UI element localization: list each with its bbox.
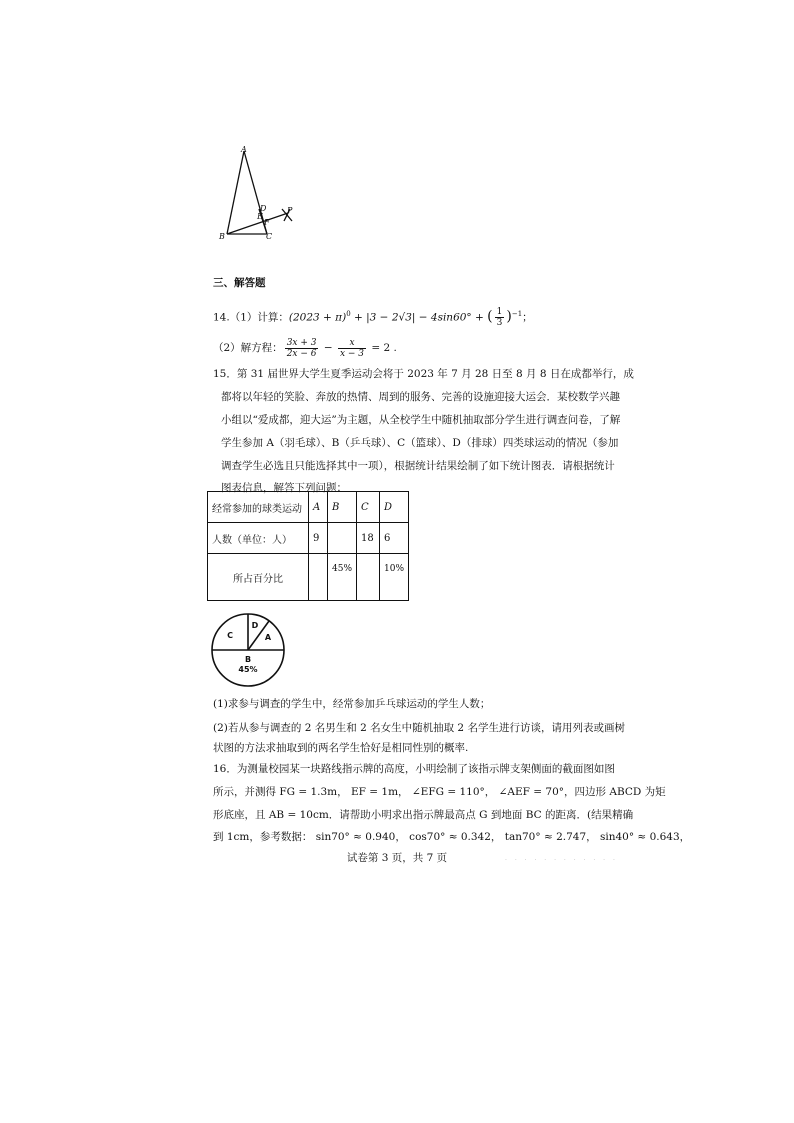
q14-frac-den: 3 [496,318,503,328]
table-header-cell: B [328,492,357,523]
table-header-cell: D [380,492,409,523]
label-c: C [266,232,273,241]
q16-line-2: 所示，并测得 FG = 1.3m， EF = 1m， ∠EFG = 110°， ∠AEF = 70°，四边形 ABCD 为矩 [213,786,666,798]
table-row [208,554,409,601]
q15-line-2: 都将以年轻的笑脸、奔放的热情、周到的服务、完善的设施迎接大运会．某校数学兴趣 [221,391,620,403]
pie-label-d: D [251,621,259,630]
q15-line-3: 小组以“爱成都，迎大运”为主题，从全校学生中随机抽取部分学生进行调查问卷，了解 [221,414,621,426]
q15-line-6: 图表信息，解答下列问题： [221,482,347,494]
segment-ab [227,151,244,234]
q14-eq-minus: − [320,342,336,354]
pie-label-c: C [227,631,233,640]
table-row [208,523,409,554]
section-title: 三、解答题 [213,277,266,289]
q14-part1-prefix: 14.（1）计算： [213,311,289,324]
q15-line-1: 15．第 31 届世界大学生夏季运动会将于 2023 年 7 月 28 日至 8 月 8 日在成都举行，成 [213,368,634,380]
q14-eq-f1-num: 3x + 3 [286,337,317,348]
q14-fraction [495,307,505,328]
table-cell: 45% [328,554,357,601]
pie-label-b: B [244,655,252,664]
table-cell: 6 [380,523,409,554]
table-cell [357,554,380,601]
q14-part2-prefix: （2）解方程： [213,342,283,354]
q15-sub1: (1)求参与调查的学生中，经常参加乒乓球运动的学生人数； [213,698,491,710]
q16-line-1: 16．为测量校园某一块路线指示牌的高度，小明绘制了该指示牌支架侧面的截面图如图 [213,763,615,775]
table-cell [309,554,328,601]
label-p: P [287,206,293,215]
q14-eq-f2-num: x [338,338,366,349]
label-f: F [264,218,270,227]
q14-eq-frac2 [338,338,366,359]
stats-table [207,491,409,601]
q14-frac-num: 1 [496,307,503,317]
q15-line-5: 调查学生必选且只能选择其中一项），根据统计结果绘制了如下统计图表．请根据统计 [221,460,615,472]
q15-line-4: 学生参加 A（羽毛球）、B（乒乓球）、C（篮球）、D（排球）四类球运动的情况（参加 [221,437,619,449]
table-header-cell: 经常参加的球类运动 [208,492,309,523]
q14-expr-b: + |3 − 2√3| − 4sin60° + [350,311,488,324]
label-a: A [241,145,247,154]
q14-eq-f2-den: x − 3 [339,348,365,359]
triangle-figure [210,145,305,245]
table-cell: 人数（单位：人） [208,523,309,554]
q15-sub2-line1: (2)若从参与调查的 2 名男生和 2 名女生中随机抽取 2 名学生进行访谈，请用列表或画树 [213,722,625,734]
q14-exp-neg: −1 [511,310,523,318]
table-cell: 10% [380,554,409,601]
table-cell: 9 [309,523,328,554]
q14-eq-frac1 [285,338,319,359]
table-cell: 18 [357,523,380,554]
q14-part1-end: ； [522,311,533,324]
page-footer: 试卷第 3 页，共 7 页 [346,852,448,864]
q15-sub2-line2: 状图的方法求抽取到的两名学生恰好是相同性别的概率. [213,742,469,754]
q16-line-3: 形底座，且 AB = 10cm．请帮助小明求出指示牌最高点 G 到地面 BC 的距离．(结果精确 [213,809,634,821]
q14-part2 [213,336,397,360]
table-header-cell: C [357,492,380,523]
table-header-cell: A [309,492,328,523]
label-e: E [257,212,263,221]
q14-exp-zero: 0 [346,310,351,318]
label-d: D [260,204,267,213]
q16-line-4: 到 1cm，参考数据： sin70° ≈ 0.940， cos70° ≈ 0.342， tan70° ≈ 2.747， sin40° ≈ 0.643， [213,831,691,843]
pie-label-a: A [264,633,272,642]
q14-eq-end: = 2 . [368,342,397,354]
pie-label-b-pct: 45% [238,665,258,674]
scan-artifact: · · · · · · · · · · · · [505,857,618,864]
pie-chart [208,610,288,690]
table-cell: 所占百分比 [208,554,309,601]
table-row [208,492,409,523]
q14-expr-a: (2023 + π) [288,311,347,324]
q14-part1: 14.（1）计算：$(2023 + \pi)^0 + |3 - 2√3| - 4\sin 60^\circ$ + ( $\frac{1}{3}$ )$^{-1}$； [213,307,533,328]
q14-eq-f1-den: 2x − 6 [286,348,317,359]
label-b: B [219,232,225,241]
table-cell [328,523,357,554]
